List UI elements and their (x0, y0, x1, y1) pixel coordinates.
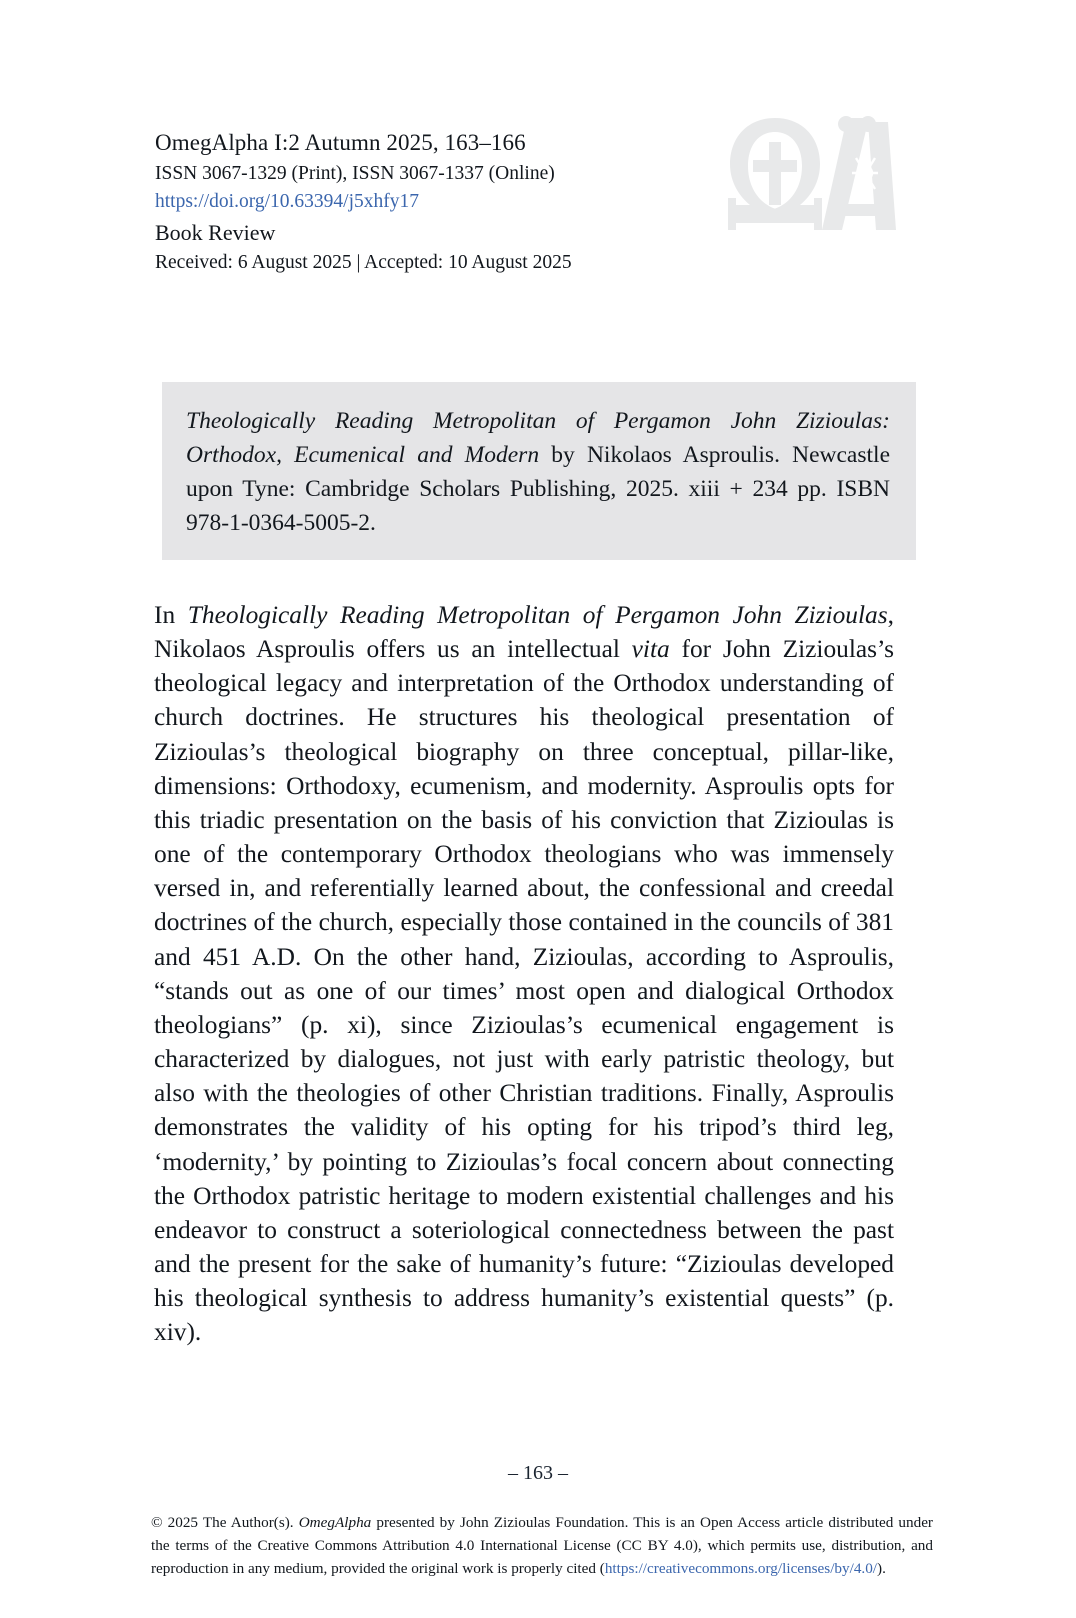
issn-line: ISSN 3067-1329 (Print), ISSN 3067-1337 (Online) (155, 162, 555, 184)
book-title: Theologically Reading Metropolitan of Pergamon John Zizioulas: Orthodox, Ecumenical and Modern (186, 408, 890, 469)
inline-latin-term: vita (631, 635, 670, 664)
journal-issue-line: OmegAlpha I:2 Autumn 2025, 163–166 (155, 130, 526, 155)
paragraph-part-b: for John Zizioulas’s theological legacy and interpretation of the Orthodox understanding of church doctrines. He structures his theological presentation of Zizioulas’s theological biography on three conceptual, pillar-like, dimensions: Orthodoxy, ecumenism, and modernity. Asproulis opts for this triadic presentation on the basis of his conviction that Zizioulas is one of the contemporary Orthodox theologians who was immensely versed in, and referentially learned about, the confessional and creedal doctrines of the church, especially those contained in the councils of 381 and 451 A.D. On the other hand, Zizioulas, according to Asproulis, “stands out as one of our times’ most open and dialogical Orthodox theologians” (p. xi), since Zizioulas’s ecumenical engagement is characterized by dialogues, not just with early patristic theology, but also with the theologies of other Christian traditions. Finally, Asproulis demonstrates the validity of his opting for his tripod’s third leg, ‘modernity,’ by pointing to Zizioulas’s focal concern about connecting the Orthodox patristic heritage to modern existential challenges and his endeavor to construct a soteriological connectedness between the past and the present for the sake of humanity’s future: “Zizioulas developed his theological synthesis to address humanity’s existential quests” (p. xiv). (154, 635, 894, 1347)
book-citation-text (186, 404, 890, 540)
inline-book-title: Theologically Reading Metropolitan of Pergamon John Zizioulas (187, 601, 888, 629)
book-publication-details: by Nikolaos Asproulis. Newcastle upon Tyne: Cambridge Scholars Publishing, 2025. xiii + 234 pp. ISBN 978-1-0364-5005-2. (186, 442, 890, 537)
article-body (154, 598, 894, 1349)
copyright-part-c: ). (877, 1559, 886, 1577)
omega-alpha-logo-icon (718, 112, 898, 237)
review-paragraph (154, 598, 894, 1349)
doi-link[interactable]: https://doi.org/10.63394/j5xhfy17 (155, 191, 419, 213)
creative-commons-link[interactable]: https://creativecommons.org/licenses/by/4.0/ (604, 1559, 878, 1577)
paragraph-part-a: , Nikolaos Asproulis offers us an intellectual (154, 601, 894, 664)
copyright-part-a: © 2025 The Author(s). (151, 1514, 299, 1531)
footer-journal-name: OmegAlpha (298, 1514, 372, 1531)
copyright-footer (151, 1512, 933, 1580)
doi-line (155, 188, 755, 216)
paragraph-lead: In (154, 601, 188, 629)
masthead (155, 126, 755, 277)
page-number: – 163 – (508, 1462, 568, 1484)
book-citation-box (162, 382, 916, 560)
article-type: Book Review (155, 219, 276, 245)
received-accepted-dates: Received: 6 August 2025 | Accepted: 10 August 2025 (155, 251, 572, 273)
license-statement: presented by John Zizioulas Foundation. This is an Open Access article distributed under the terms of the Creative Commons Attribution 4.0 International License (CC BY 4.0), which permits use, distribution, and reproduction in any medium, provided the original work is properly cited ( (151, 1514, 933, 1577)
